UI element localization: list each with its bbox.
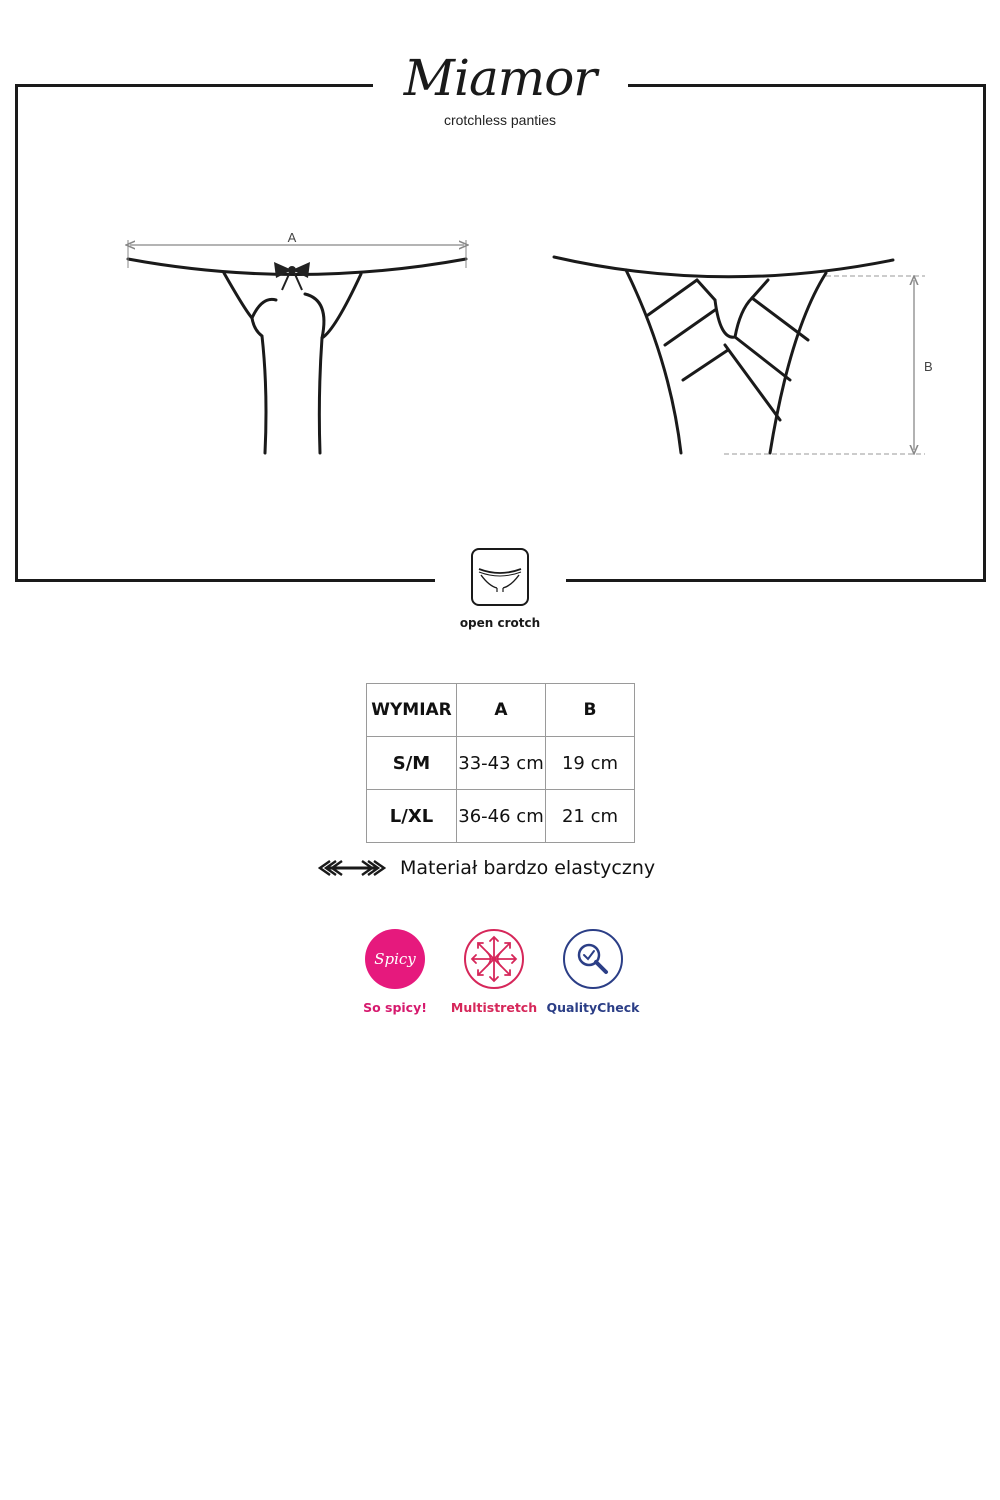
- brand-logo: Miamor: [403, 49, 597, 107]
- dimension-a-label: A: [287, 230, 297, 245]
- multistretch-icon: [463, 928, 525, 990]
- spicy-icon: [364, 928, 426, 990]
- open-crotch-label: open crotch: [459, 616, 541, 630]
- stretch-note: [318, 854, 655, 882]
- dimension-b: [724, 276, 933, 454]
- dimension-a-cell: 33-43 cm: [457, 737, 546, 790]
- table-row: [367, 737, 635, 790]
- frame-bottom-left: [15, 579, 435, 582]
- feature-multistretch: [439, 928, 549, 1015]
- frame-bottom-right: [566, 579, 986, 582]
- header-b: B: [546, 684, 635, 737]
- size-cell: L/XL: [367, 790, 457, 843]
- product-drawing: [0, 0, 1000, 560]
- feature-label: QualityCheck: [546, 1000, 640, 1015]
- feature-spicy: [340, 928, 450, 1015]
- back-view: [554, 257, 893, 453]
- size-cell: S/M: [367, 737, 457, 790]
- dimension-a-cell: 36-46 cm: [457, 790, 546, 843]
- front-view: [128, 259, 466, 453]
- dimension-a: [128, 230, 466, 268]
- table-header-row: [367, 684, 635, 737]
- panties-icon: [471, 548, 529, 606]
- double-arrow-icon: [318, 858, 386, 878]
- feature-quality-check: [538, 928, 648, 1015]
- table-row: [367, 790, 635, 843]
- header-wymiar: WYMIAR: [367, 684, 457, 737]
- header-a: A: [457, 684, 546, 737]
- spicy-icon-text: Spicy: [374, 950, 416, 968]
- dimension-b-label: B: [924, 359, 933, 374]
- stretch-text: Materiał bardzo elastyczny: [400, 857, 656, 879]
- quality-check-icon: [562, 928, 624, 990]
- size-table: [366, 683, 635, 843]
- bow-icon: [274, 262, 310, 290]
- dimension-b-cell: 19 cm: [546, 737, 635, 790]
- feature-label: Multistretch: [450, 1000, 538, 1015]
- product-subtitle: crotchless panties: [443, 112, 557, 128]
- dimension-b-cell: 21 cm: [546, 790, 635, 843]
- feature-label: So spicy!: [363, 1000, 427, 1015]
